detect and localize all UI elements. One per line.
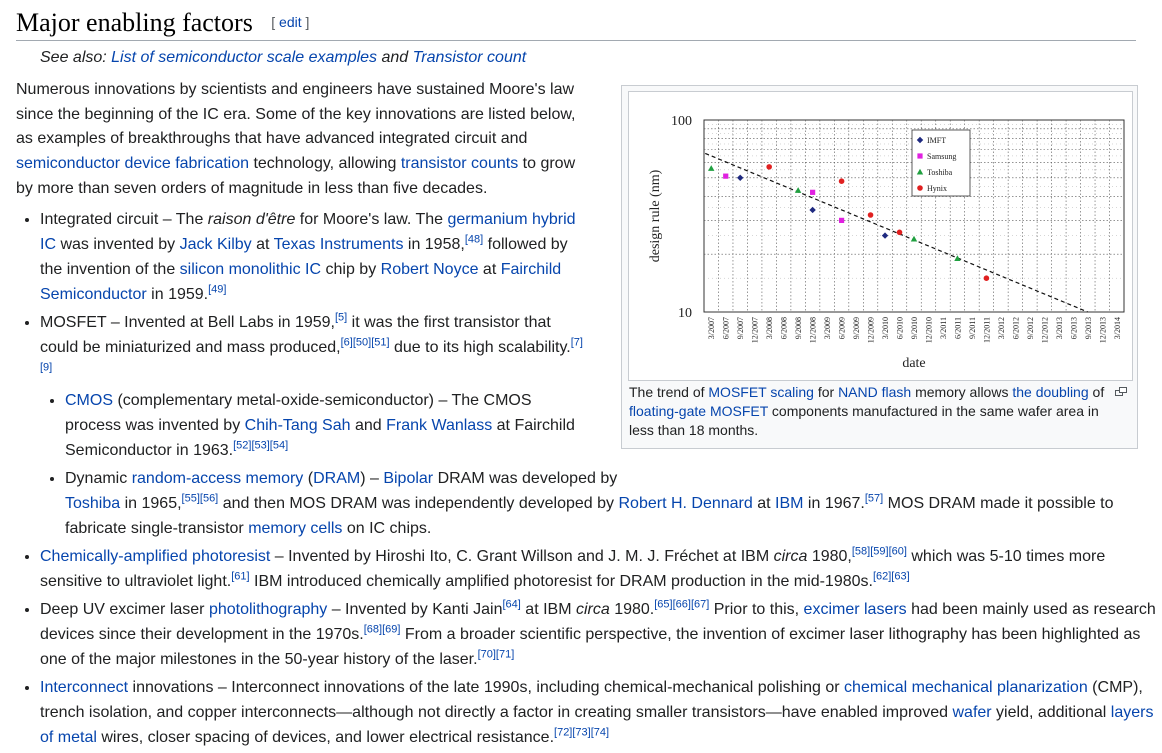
edit-bracket-open: [ xyxy=(271,14,276,30)
item-text: and then MOS DRAM was independently developed by xyxy=(218,495,619,512)
item-text-block xyxy=(40,310,588,385)
link-cmos[interactable]: CMOS xyxy=(65,392,113,409)
x-tick-label: 3/2008 xyxy=(765,317,775,340)
data-point-samsung xyxy=(723,174,728,179)
citation xyxy=(182,493,219,505)
link-semiconductor-fabrication[interactable]: semiconductor device fabrication xyxy=(16,155,250,173)
citation xyxy=(852,546,907,558)
link-interconnect[interactable]: Interconnect xyxy=(40,679,129,696)
intro-text: technology, allowing xyxy=(249,155,401,173)
x-tick-label: 6/2013 xyxy=(1069,317,1079,340)
y-tick-label: 10 xyxy=(678,306,692,321)
x-tick-label: 9/2007 xyxy=(736,317,746,340)
item-text: DRAM was developed by xyxy=(433,470,618,487)
item-text: and xyxy=(350,417,387,434)
x-tick-label: 12/2012 xyxy=(1040,317,1050,344)
legend-marker-hynix xyxy=(917,185,923,191)
citation xyxy=(554,727,609,739)
mosfet-sublist xyxy=(40,388,1162,541)
item-text: followed by the invention of the xyxy=(40,236,568,278)
citation-link[interactable]: [57] xyxy=(864,492,884,505)
list-item-deep-uv xyxy=(40,597,1162,672)
x-tick-label: 12/2007 xyxy=(750,317,760,344)
legend-label: Samsung xyxy=(927,152,957,161)
item-text: (complementary metal-oxide-semiconductor) – The CMOS process was invented by xyxy=(65,392,532,434)
edit-section xyxy=(271,14,309,30)
item-text: Dynamic xyxy=(65,470,132,487)
caption-text: for xyxy=(813,384,839,400)
x-tick-label: 12/2008 xyxy=(808,317,818,344)
citation-link[interactable]: [72][73][74] xyxy=(554,726,610,739)
x-tick-label: 9/2012 xyxy=(1025,317,1035,340)
link-chemically-amplified-photoresist[interactable]: Chemically-amplified photoresist xyxy=(40,548,271,565)
citation-link[interactable]: [62][63] xyxy=(872,570,910,583)
link-wafer[interactable]: wafer xyxy=(952,704,992,721)
link-chih-tang-sah[interactable]: Chih-Tang Sah xyxy=(244,417,351,434)
caption-text: memory allows xyxy=(911,384,1013,400)
data-point-toshiba xyxy=(708,165,714,171)
x-tick-label: 6/2009 xyxy=(837,317,847,340)
item-text: MOS DRAM made it possible to fabricate single-transistor xyxy=(65,495,1114,537)
citation xyxy=(865,493,883,505)
hatnote-link-scale-examples[interactable]: List of semiconductor scale examples xyxy=(111,49,378,66)
citation xyxy=(873,571,910,583)
x-tick-label: 6/2011 xyxy=(953,317,963,339)
link-silicon-monolithic-ic[interactable]: silicon monolithic IC xyxy=(179,261,322,278)
citation-link[interactable]: [52][53][54] xyxy=(233,439,289,452)
citation xyxy=(465,234,483,246)
citation xyxy=(341,337,390,349)
list-item-photoresist xyxy=(40,544,1162,594)
link-robert-noyce[interactable]: Robert Noyce xyxy=(380,261,479,278)
link-cmp[interactable]: chemical mechanical planarization xyxy=(844,679,1088,696)
item-text-block xyxy=(40,207,588,307)
link-dram[interactable]: DRAM xyxy=(313,470,361,487)
item-text: – Invented by Kanti Jain xyxy=(327,601,503,618)
edit-link[interactable]: edit xyxy=(279,14,302,30)
hatnote-prefix: See also: xyxy=(40,49,112,66)
citation xyxy=(364,624,401,636)
item-text: in 1965, xyxy=(120,495,182,512)
link-memory-cells[interactable]: memory cells xyxy=(248,520,343,537)
x-tick-label: 12/2009 xyxy=(866,317,876,344)
x-tick-label: 6/2012 xyxy=(1011,317,1021,340)
x-tick-label: 9/2013 xyxy=(1083,317,1093,340)
citation xyxy=(503,599,521,611)
item-text: in 1967. xyxy=(803,495,865,512)
x-tick-label: 3/2012 xyxy=(996,317,1006,340)
link-jack-kilby[interactable]: Jack Kilby xyxy=(179,236,252,253)
link-ibm[interactable]: IBM xyxy=(775,495,804,512)
x-tick-label: 6/2008 xyxy=(779,317,789,340)
x-tick-label: 6/2010 xyxy=(895,317,905,340)
x-tick-label: 3/2014 xyxy=(1112,317,1122,340)
y-axis-title: design rule (nm) xyxy=(648,169,663,263)
innovations-list xyxy=(16,207,1162,753)
item-text: innovations – Interconnect innovations of the late 1990s, including chemical-mechanical polishing or xyxy=(128,679,845,696)
caption-text: The trend of xyxy=(629,384,709,400)
section-title: Major enabling factors xyxy=(16,8,253,37)
link-germanium-hybrid-ic[interactable]: germanium hybrid IC xyxy=(40,211,576,253)
link-mosfet-scaling[interactable]: MOSFET scaling xyxy=(708,384,814,400)
link-excimer-lasers[interactable]: excimer lasers xyxy=(803,601,907,618)
list-item-mosfet xyxy=(40,310,1162,541)
citation-link[interactable]: [7][9] xyxy=(40,336,583,374)
item-text: Deep UV excimer laser xyxy=(40,601,209,618)
item-text: at Fairchild Semiconductor in 1963. xyxy=(65,417,575,459)
hatnote-link-transistor-count[interactable]: Transistor count xyxy=(412,49,527,66)
citation xyxy=(233,440,288,452)
item-text: ( xyxy=(303,470,314,487)
item-emphasis: raison d'être xyxy=(207,211,296,228)
item-text: at IBM xyxy=(520,601,576,618)
list-item-interconnect xyxy=(40,675,1162,750)
x-tick-label: 3/2011 xyxy=(938,317,948,339)
item-text: at xyxy=(752,495,776,512)
citation-link[interactable]: [70][71] xyxy=(477,648,515,661)
link-the-doubling[interactable]: the doubling xyxy=(1012,384,1089,400)
link-robert-dennard[interactable]: Robert H. Dennard xyxy=(618,495,753,512)
item-text: 1980, xyxy=(807,548,852,565)
list-item-integrated-circuit xyxy=(40,207,1162,307)
link-layers-of-metal[interactable]: layers of metal xyxy=(40,704,1154,746)
intro-text: Numerous innovations by scientists and engineers have sustained Moore's law since the beginning of the IC era. Some of the key innovations are listed below, as examples of breakthroughs that have advanced integrated circuit and xyxy=(16,81,576,148)
link-frank-wanlass[interactable]: Frank Wanlass xyxy=(386,417,493,434)
citation-link[interactable]: [61] xyxy=(231,570,250,583)
list-item-dram xyxy=(65,466,1162,541)
list-item-cmos xyxy=(65,388,1162,463)
item-text: Prior to this, xyxy=(709,601,804,618)
x-tick-label: 12/2013 xyxy=(1098,317,1108,344)
link-nand-flash[interactable]: NAND flash xyxy=(838,384,912,400)
citation-link[interactable]: [58][59][60] xyxy=(851,545,907,558)
item-text: MOSFET – Invented at Bell Labs in 1959, xyxy=(40,314,335,331)
item-text: due to its high scalability. xyxy=(389,339,571,356)
item-text: it was the first transistor that could be miniaturized and mass produced, xyxy=(40,314,551,356)
link-toshiba[interactable]: Toshiba xyxy=(65,495,121,512)
item-text: Integrated circuit – The xyxy=(40,211,208,228)
x-tick-label: 12/2010 xyxy=(924,317,934,344)
item-text: at xyxy=(478,261,501,278)
item-text: From a broader scientific perspective, the invention of excimer laser lithography has been highlighted as one of the major milestones in the 50-year history of the laser. xyxy=(40,626,1141,668)
item-text: had been mainly used as research devices since their development in the 1970s. xyxy=(40,601,1156,643)
citation xyxy=(335,312,347,324)
data-point-hynix xyxy=(766,164,772,170)
x-tick-label: 9/2009 xyxy=(852,317,862,340)
hatnote xyxy=(40,47,526,69)
x-tick-label: 3/2013 xyxy=(1054,317,1064,340)
item-text: on IC chips. xyxy=(342,520,432,537)
item-text: ) – xyxy=(360,470,384,487)
item-text: wires, closer spacing of devices, and lower electrical resistance. xyxy=(96,729,555,746)
intro-text: to grow by more than seven orders of magnitude in less than five decades. xyxy=(16,155,576,197)
link-photolithography[interactable]: photolithography xyxy=(208,601,328,618)
item-text: in 1958, xyxy=(403,236,465,253)
x-tick-label: 9/2008 xyxy=(794,317,804,340)
section-heading xyxy=(16,6,1136,41)
item-emphasis: circa xyxy=(575,601,610,618)
link-transistor-counts[interactable]: transistor counts xyxy=(400,155,519,173)
x-tick-label: 6/2007 xyxy=(721,317,731,340)
intro-paragraph xyxy=(16,78,594,202)
x-axis-title: date xyxy=(902,356,926,371)
link-fairchild-semiconductor[interactable]: Fairchild Semiconductor xyxy=(40,261,562,303)
citation xyxy=(231,571,249,583)
item-emphasis: circa xyxy=(773,548,808,565)
caption-text: components manufactured in the same wafer area in less than 18 months. xyxy=(629,403,1099,438)
citation-link[interactable]: [6][50][51] xyxy=(340,336,390,349)
item-text: was invented by xyxy=(56,236,180,253)
caption-text: of xyxy=(1088,384,1105,400)
citation-link[interactable]: [55][56] xyxy=(181,492,219,505)
legend-label: IMFT xyxy=(927,136,947,145)
citation-link[interactable]: [49] xyxy=(208,283,227,296)
citation-link[interactable]: [68][69] xyxy=(363,623,401,636)
citation-link[interactable]: [5] xyxy=(334,311,348,324)
x-tick-label: 3/2009 xyxy=(823,317,833,340)
item-text: 1980. xyxy=(609,601,655,618)
citation-link[interactable]: [64] xyxy=(502,598,521,611)
link-bipolar[interactable]: Bipolar xyxy=(383,470,434,487)
link-floating-gate-mosfet[interactable]: floating-gate MOSFET xyxy=(629,403,769,419)
citation xyxy=(654,599,709,611)
item-text: – Invented by Hiroshi Ito, C. Grant Willson and J. M. J. Fréchet at IBM xyxy=(270,548,774,565)
item-text: in 1959. xyxy=(146,286,209,303)
legend-label: Toshiba xyxy=(927,168,953,177)
citation-link[interactable]: [48] xyxy=(464,233,484,246)
item-text-block xyxy=(65,388,590,463)
item-text: yield, additional xyxy=(991,704,1111,721)
data-point-imft xyxy=(737,175,743,181)
item-text: for Moore's law. The xyxy=(295,211,448,228)
item-text: at xyxy=(251,236,274,253)
citation xyxy=(208,284,226,296)
item-text: IBM introduced chemically amplified photoresist for DRAM production in the mid-1980s. xyxy=(249,573,873,590)
x-tick-label: 9/2011 xyxy=(967,317,977,339)
x-tick-label: 9/2010 xyxy=(910,317,919,340)
item-text: which was 5-10 times more sensitive to ultraviolet light. xyxy=(40,548,1106,590)
link-random-access-memory[interactable]: random-access memory xyxy=(131,470,304,487)
data-point-toshiba xyxy=(795,187,801,193)
data-point-samsung xyxy=(810,190,815,195)
legend-label: Hynix xyxy=(927,184,947,193)
citation xyxy=(478,649,515,661)
item-text: (CMP), trench isolation, and copper interconnects—although not directly a factor in creating smaller transistors—have enabled improved xyxy=(40,679,1143,721)
y-tick-label: 100 xyxy=(671,114,692,129)
edit-bracket-close: ] xyxy=(305,14,310,30)
legend-marker-samsung xyxy=(917,153,922,158)
x-tick-label: 3/2007 xyxy=(707,317,717,340)
x-tick-label: 3/2010 xyxy=(881,317,891,340)
x-tick-label: 12/2011 xyxy=(982,317,992,343)
item-text: chip by xyxy=(321,261,381,278)
hatnote-and: and xyxy=(377,49,413,66)
citation-link[interactable]: [65][66][67] xyxy=(654,598,710,611)
data-point-hynix xyxy=(839,178,845,184)
link-texas-instruments[interactable]: Texas Instruments xyxy=(273,236,404,253)
